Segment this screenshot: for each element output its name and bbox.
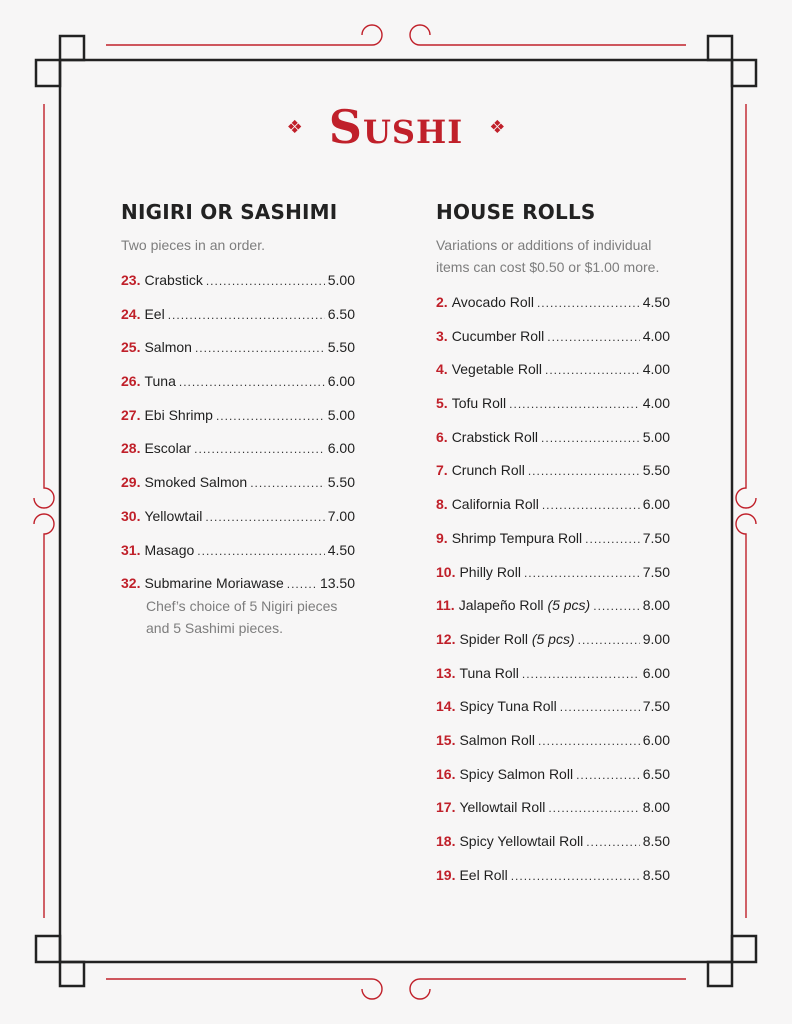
- item-name: [452, 460, 525, 480]
- item-price: 9.00: [642, 630, 670, 647]
- dot-leader: [593, 596, 640, 616]
- dot-leader: [509, 394, 640, 414]
- item-number: 23.: [121, 272, 141, 288]
- item-number: 8.: [436, 496, 448, 513]
- item-price: 6.00: [327, 440, 355, 457]
- ornament-icon: ❖: [489, 117, 506, 137]
- menu-item: [436, 831, 670, 865]
- dot-leader: [194, 439, 325, 459]
- item-number: 17.: [436, 799, 456, 816]
- item-number: 7.: [436, 462, 448, 479]
- menu-item: [436, 663, 670, 697]
- item-name: [459, 730, 534, 750]
- item-number: 3.: [436, 327, 448, 344]
- menu-item: [436, 865, 670, 899]
- dot-leader: [524, 563, 640, 583]
- item-number: 24.: [121, 305, 141, 322]
- menu-item-list: [121, 270, 355, 639]
- item-price: 6.50: [327, 305, 355, 322]
- item-name-text: Cucumber Roll: [451, 327, 545, 344]
- dot-leader: [541, 428, 640, 448]
- item-price: 6.00: [642, 731, 670, 748]
- item-note: Chef’s choice of 5 Nigiri pieces and 5 Sashimi pieces.: [146, 597, 338, 636]
- item-price: 6.00: [642, 664, 670, 681]
- item-price: 7.50: [642, 698, 670, 715]
- dot-leader: [511, 866, 640, 886]
- item-name: [144, 573, 283, 593]
- dot-leader: [538, 731, 640, 751]
- menu-item: [121, 540, 355, 574]
- dot-leader: [576, 765, 640, 785]
- dot-leader: [586, 832, 640, 852]
- item-name: [459, 629, 574, 649]
- section-nigiri: [121, 200, 355, 639]
- item-price: 6.50: [642, 765, 670, 782]
- page-title: Sushi: [328, 100, 464, 154]
- item-price: 5.00: [327, 406, 355, 423]
- item-number: 32.: [121, 575, 141, 592]
- dot-leader: [216, 406, 325, 426]
- item-price: 7.00: [327, 507, 355, 524]
- menu-item: [436, 764, 670, 798]
- item-price: 4.50: [327, 541, 355, 558]
- item-name-text: Philly Roll: [459, 563, 521, 580]
- item-number: 2.: [436, 294, 448, 310]
- dot-leader: [528, 461, 640, 481]
- menu-item: [436, 797, 670, 831]
- item-price: 4.00: [642, 395, 670, 412]
- dot-leader: [578, 630, 640, 650]
- item-name-text: Tuna: [144, 373, 176, 390]
- item-name: [144, 371, 175, 391]
- item-name-text: Salmon Roll: [459, 731, 535, 748]
- item-name-text: Eel: [144, 305, 165, 322]
- section-subtitle: Variations or additions of individual items can cost $0.50 or $1.00 more.: [436, 237, 660, 275]
- item-name: [144, 540, 194, 560]
- item-number: 10.: [436, 563, 456, 580]
- item-price: 5.00: [327, 272, 355, 288]
- item-price: 7.50: [642, 563, 670, 580]
- item-name-text: Avocado Roll: [451, 294, 534, 310]
- item-name-text: Tofu Roll: [451, 395, 507, 412]
- item-number: 11.: [436, 597, 455, 614]
- dot-leader: [547, 327, 639, 347]
- menu-item: [436, 326, 670, 360]
- menu-item: [436, 562, 670, 596]
- item-name-text: Masago: [144, 541, 195, 558]
- menu-item: [436, 696, 670, 730]
- menu-item-list: [436, 292, 670, 898]
- menu-item: [436, 629, 670, 663]
- menu-item: [436, 393, 670, 427]
- item-name: [144, 405, 212, 425]
- item-name-text: Smoked Salmon: [144, 474, 248, 491]
- item-name-text: Spicy Tuna Roll: [459, 698, 557, 715]
- item-price: 6.00: [642, 496, 670, 513]
- dot-leader: [585, 529, 640, 549]
- item-price: 5.50: [327, 474, 355, 491]
- item-number: 29.: [121, 474, 141, 491]
- item-name-text: Salmon: [144, 339, 192, 356]
- item-price: 8.50: [642, 833, 670, 849]
- item-price: 5.00: [642, 428, 670, 445]
- menu-item: [436, 292, 670, 326]
- item-number: 6.: [436, 428, 448, 445]
- item-name: [144, 270, 202, 290]
- item-name-text: Crabstick Roll: [451, 428, 539, 445]
- menu-item: [436, 359, 670, 393]
- item-price: 8.00: [642, 799, 670, 816]
- item-price: 4.00: [642, 361, 670, 378]
- item-price: 4.00: [642, 327, 670, 344]
- item-name: [144, 506, 202, 526]
- menu-item: [436, 730, 670, 764]
- item-name: [459, 595, 591, 615]
- dot-leader: [542, 495, 640, 515]
- dot-leader: [168, 305, 325, 325]
- item-price: 8.00: [642, 597, 670, 614]
- item-name: [452, 292, 534, 312]
- item-name-text: Crabstick: [144, 272, 203, 288]
- dot-leader: [537, 293, 640, 313]
- section-subtitle: Two pieces in an order.: [121, 237, 265, 253]
- section-house-rolls: [436, 200, 670, 898]
- item-name-text: Jalapeño Roll: [458, 597, 544, 614]
- dot-leader: [522, 664, 640, 684]
- item-name-text: Eel Roll: [459, 866, 508, 883]
- menu-item: [436, 595, 670, 629]
- dot-leader: [205, 507, 324, 527]
- item-number: 31.: [121, 541, 141, 558]
- item-price: 4.50: [642, 294, 670, 310]
- item-number: 4.: [436, 361, 448, 378]
- section-heading: NIGIRI OR SASHIMI: [121, 200, 338, 224]
- item-name: [452, 393, 506, 413]
- item-price: 8.50: [642, 866, 670, 883]
- item-name: [459, 663, 518, 683]
- dot-leader: [250, 473, 325, 493]
- item-number: 25.: [121, 339, 141, 356]
- item-pieces: (5 pcs): [547, 597, 591, 614]
- item-name-text: Yellowtail: [144, 507, 203, 524]
- item-name: [452, 359, 542, 379]
- item-name-text: Tuna Roll: [459, 664, 519, 681]
- item-name: [459, 797, 545, 817]
- item-number: 16.: [436, 765, 456, 782]
- section-heading: HOUSE ROLLS: [436, 200, 596, 224]
- item-number: 14.: [436, 698, 456, 715]
- menu-item: [121, 304, 355, 338]
- item-name: [144, 438, 191, 458]
- item-price: 5.50: [642, 462, 670, 479]
- item-name: [459, 831, 583, 851]
- dot-leader: [548, 798, 639, 818]
- item-name: [459, 562, 520, 582]
- item-name-text: Spicy Yellowtail Roll: [459, 833, 584, 849]
- item-price: 13.50: [319, 575, 355, 592]
- dot-leader: [287, 574, 317, 594]
- menu-item: [121, 371, 355, 405]
- dot-leader: [195, 338, 325, 358]
- item-number: 19.: [436, 866, 456, 883]
- item-pieces: (5 pcs): [531, 630, 575, 647]
- item-number: 15.: [436, 731, 456, 748]
- item-name: [144, 472, 247, 492]
- item-name: [459, 865, 507, 885]
- item-name: [452, 427, 538, 447]
- dot-leader: [197, 541, 324, 561]
- item-number: 9.: [436, 529, 448, 546]
- menu-item: [121, 337, 355, 371]
- item-name: [144, 337, 191, 357]
- item-name: [459, 696, 556, 716]
- menu-item: [436, 528, 670, 562]
- item-number: 13.: [436, 664, 456, 681]
- item-price: 5.50: [327, 339, 355, 356]
- title-row: [0, 100, 792, 154]
- dot-leader: [206, 271, 325, 291]
- dot-leader: [179, 372, 325, 392]
- menu-item: [436, 494, 670, 528]
- item-name-text: Crunch Roll: [451, 462, 525, 479]
- item-name-text: Escolar: [144, 440, 192, 457]
- item-number: 26.: [121, 373, 141, 390]
- item-number: 5.: [436, 395, 448, 412]
- item-number: 30.: [121, 507, 141, 524]
- item-name-text: Submarine Moriawase: [144, 575, 284, 592]
- menu-item: [121, 472, 355, 506]
- menu-item: [121, 270, 355, 304]
- item-number: 28.: [121, 440, 141, 457]
- item-price: 6.00: [327, 373, 355, 390]
- item-name-text: Shrimp Tempura Roll: [451, 529, 583, 546]
- item-number: 27.: [121, 406, 141, 423]
- item-price: 7.50: [642, 529, 670, 546]
- item-name-text: Spicy Salmon Roll: [459, 765, 574, 782]
- ornament-icon: ❖: [286, 117, 303, 137]
- item-name-text: California Roll: [451, 496, 539, 513]
- menu-item: [121, 438, 355, 472]
- item-number: 12.: [436, 630, 456, 647]
- dot-leader: [545, 360, 640, 380]
- item-name: [452, 494, 539, 514]
- item-name-text: Yellowtail Roll: [459, 799, 546, 816]
- item-name: [452, 326, 545, 346]
- menu-item: [121, 405, 355, 439]
- menu-item: [436, 460, 670, 494]
- item-name: [144, 304, 164, 324]
- menu-item: [121, 506, 355, 540]
- item-name-text: Ebi Shrimp: [144, 406, 213, 423]
- item-name: [452, 528, 582, 548]
- item-number: 18.: [436, 833, 456, 849]
- dot-leader: [560, 697, 640, 717]
- menu-item: [436, 427, 670, 461]
- item-name: [459, 764, 573, 784]
- item-name-text: Spider Roll: [459, 630, 528, 647]
- item-name-text: Vegetable Roll: [451, 361, 542, 378]
